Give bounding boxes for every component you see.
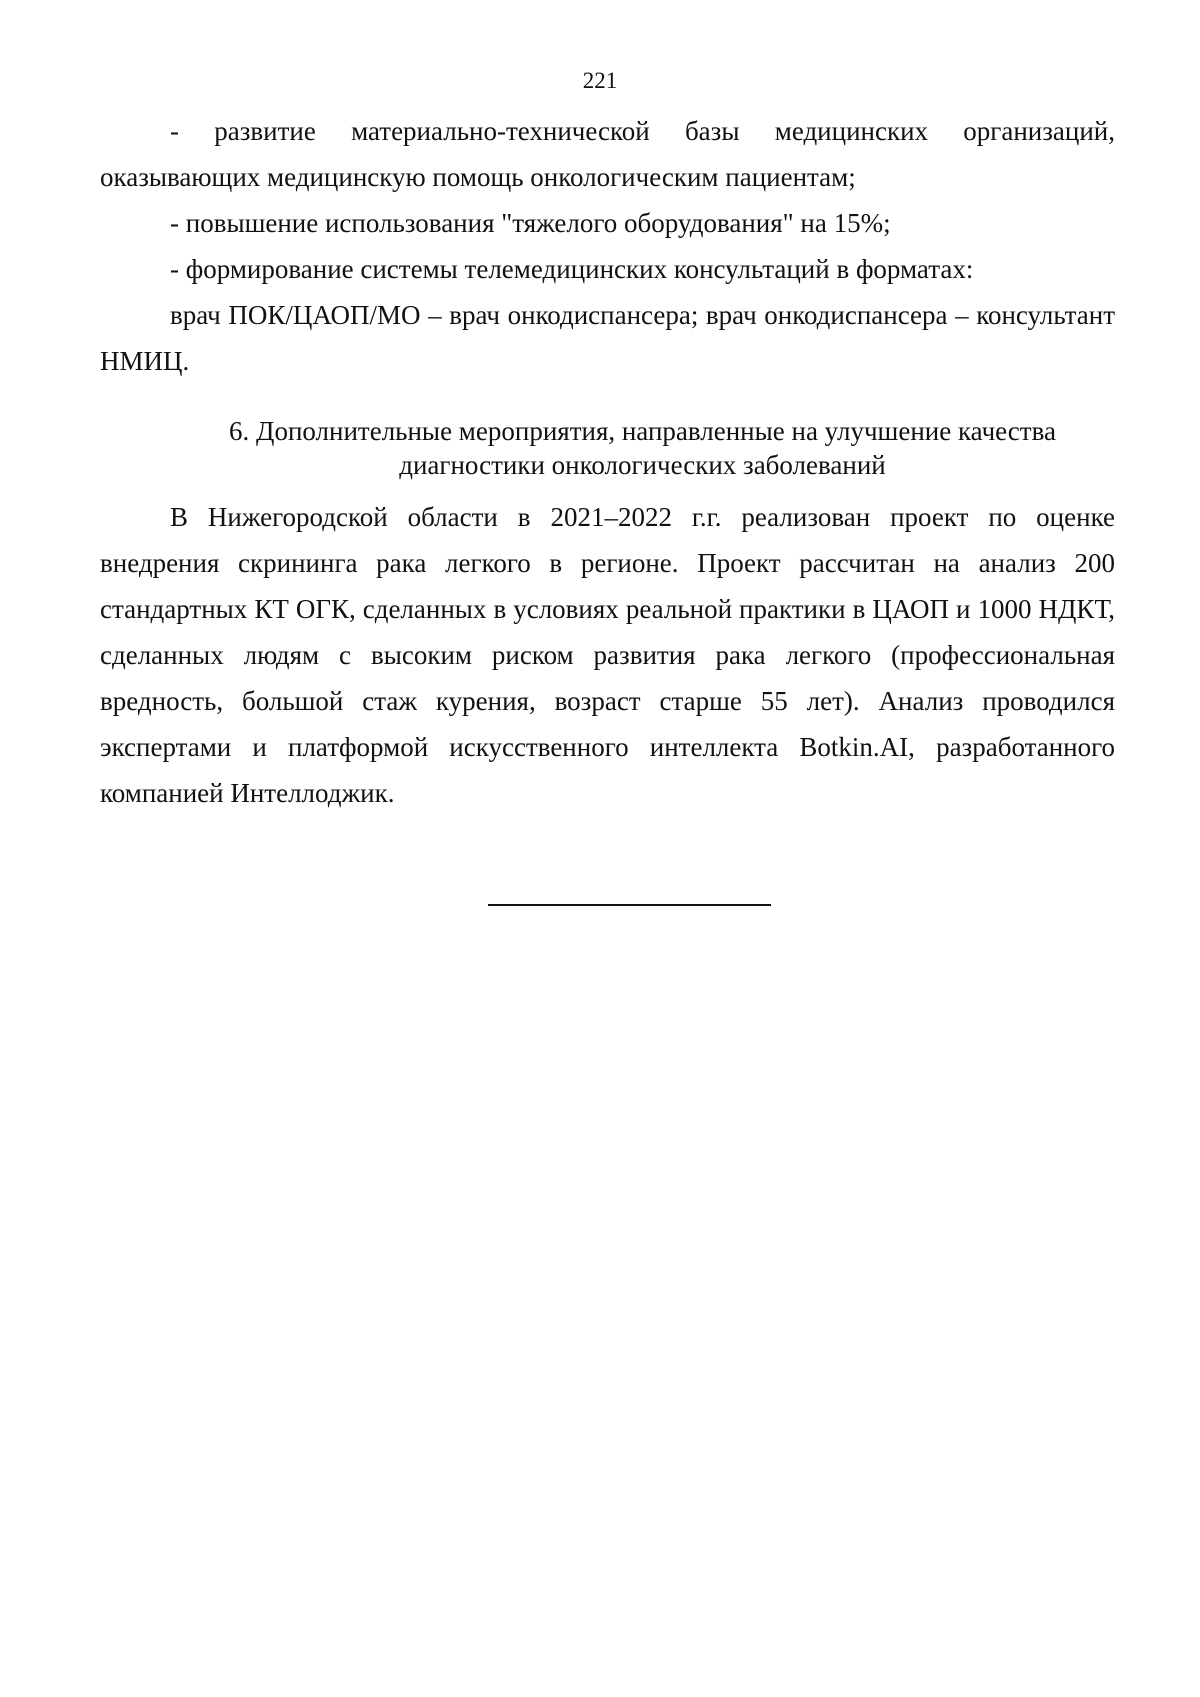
end-divider [488, 904, 771, 906]
section-heading-line-2: диагностики онкологических заболеваний [399, 450, 886, 480]
list-item: - формирование системы телемедицинских консультаций в форматах: [170, 254, 974, 284]
consultation-formats-paragraph: врач ПОК/ЦАОП/МО – врач онкодиспансера; врач онкодиспансера – консультант НМИЦ. [100, 300, 1115, 376]
page-number: 221 [582, 68, 618, 93]
section-heading [100, 414, 1115, 482]
list-item: - развитие материально-технической базы медицинских организаций, оказывающих медицинскую помощь онкологическим пациентам; [100, 116, 1115, 192]
section-heading-line-1: 6. Дополнительные мероприятия, направленные на улучшение качества [229, 416, 1056, 446]
body-paragraph: В Нижегородской области в 2021–2022 г.г. реализован проект по оценке внедрения скрининга рака легкого в регионе. Проект рассчитан на анализ 200 стандартных КТ ОГК, сделанных в условиях реальной практики в ЦАОП и 1000 НДКТ, сделанных людям с высоким риском развития рака легкого (профессиональная вредность, большой стаж курения, возраст старше 55 лет). Анализ проводился экспертами и платформой искусственного интеллекта Botkin.AI, разработанного компанией Интеллоджик. [100, 502, 1115, 808]
list-item: - повышение использования "тяжелого оборудования" на 15%; [170, 208, 891, 238]
document-body [100, 108, 1115, 816]
